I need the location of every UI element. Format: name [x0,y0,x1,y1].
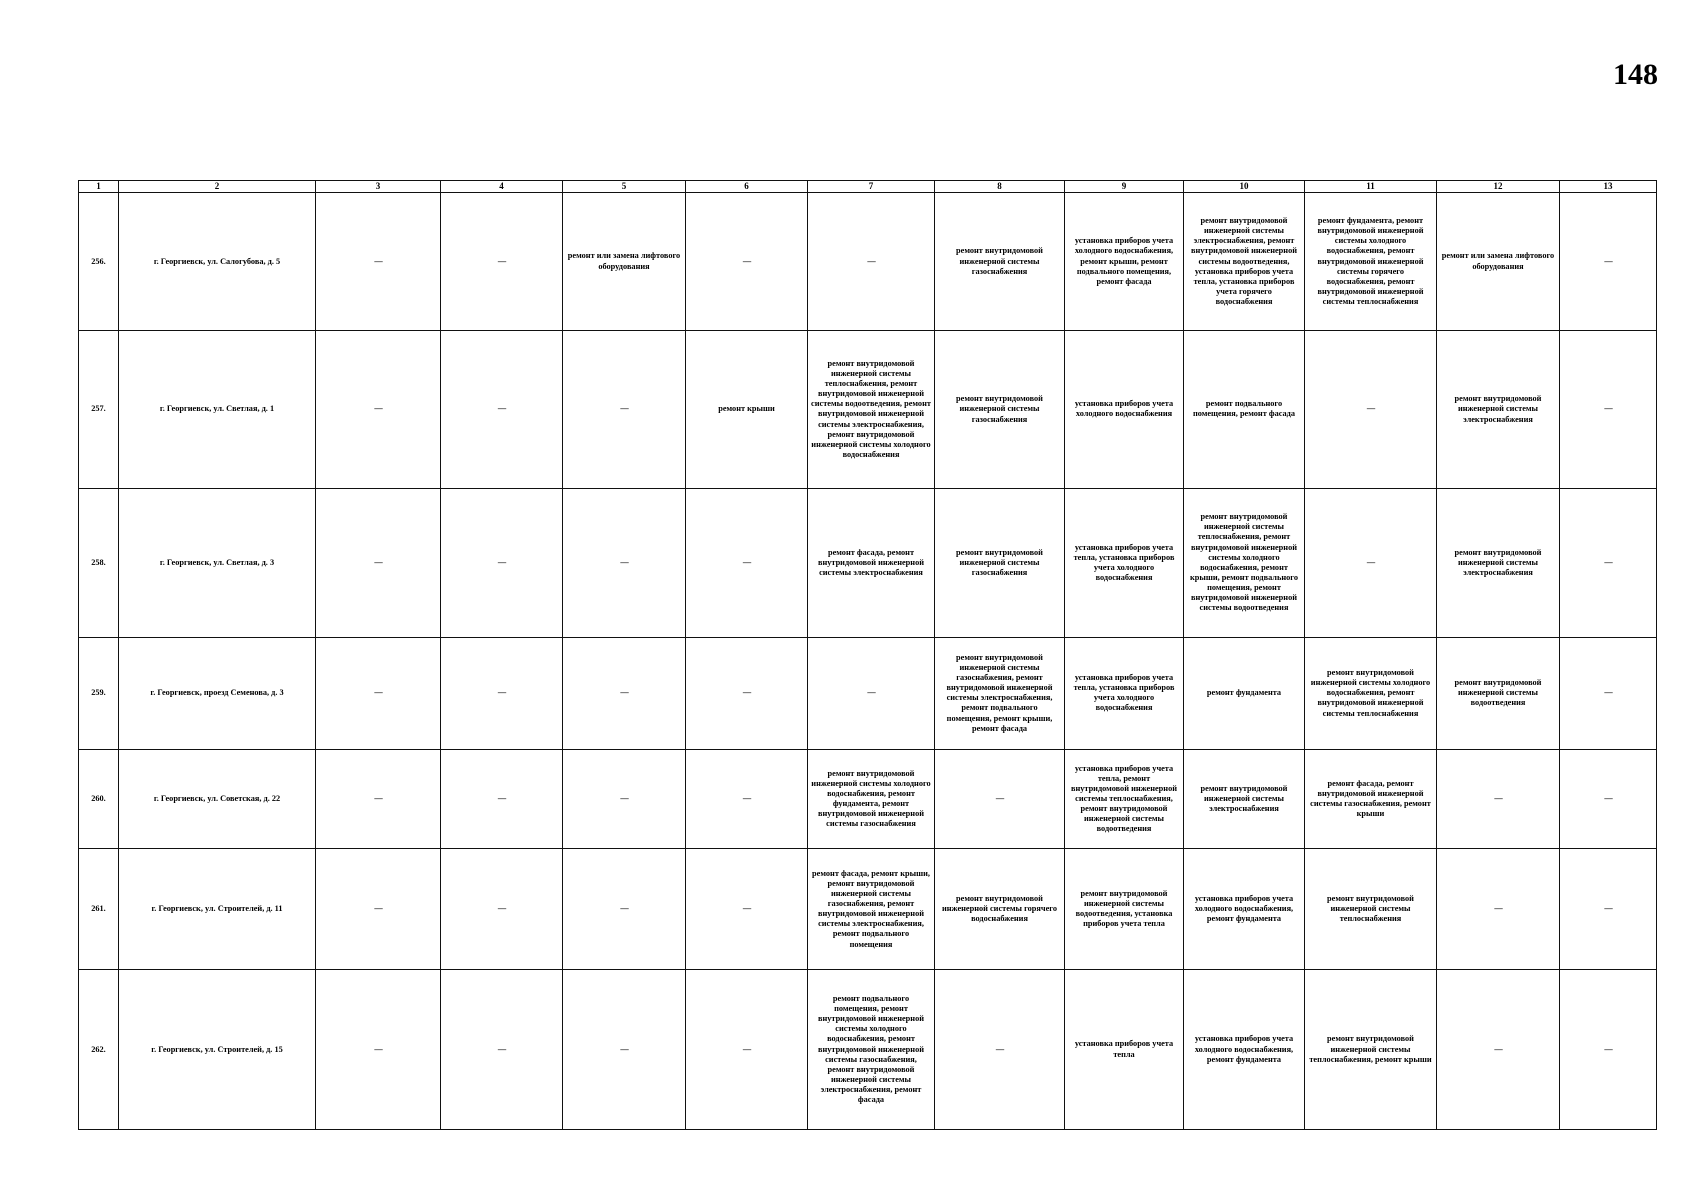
column-header: 5 [563,181,686,193]
table-row [79,488,1657,637]
column-header: 2 [119,181,316,193]
column-header: 8 [935,181,1065,193]
work-cell-c11: ремонт фасада, ремонт внутридомовой инженерной системы газоснабжения, ремонт крыши [1305,750,1437,849]
address-cell: г. Георгиевск, ул. Салогубова, д. 5 [119,193,316,331]
column-header: 9 [1065,181,1184,193]
column-number-row [79,181,1657,193]
address-cell: г. Георгиевск, ул. Светлая, д. 3 [119,488,316,637]
work-cell-c5: ремонт или замена лифтового оборудования [563,193,686,331]
work-cell-c4: — [441,488,563,637]
works-table [78,180,1657,1130]
work-cell-c6: — [686,750,808,849]
work-cell-c6: — [686,970,808,1130]
work-cell-c3: — [316,331,441,489]
work-cell-c3: — [316,488,441,637]
row-number-cell: 261. [79,849,119,970]
work-cell-c7: ремонт фасада, ремонт крыши, ремонт внутридомовой инженерной системы газоснабжения, ремонт внутридомовой инженерной системы электроснабжения, ремонт подвального помещения [808,849,935,970]
work-cell-c9: установка приборов учета холодного водоснабжения [1065,331,1184,489]
work-cell-c11: ремонт внутридомовой инженерной системы холодного водоснабжения, ремонт внутридомовой инженерной системы теплоснабжения [1305,637,1437,749]
work-cell-c12: — [1437,970,1560,1130]
table-body [79,193,1657,1130]
work-cell-c13: — [1560,193,1657,331]
work-cell-c7: ремонт внутридомовой инженерной системы теплоснабжения, ремонт внутридомовой инженерной системы водоотведения, ремонт внутридомовой инженерной системы электроснабжения, ремонт внутридомовой инженерной системы холодного водоснабжения [808,331,935,489]
work-cell-c4: — [441,849,563,970]
work-cell-c10: установка приборов учета холодного водоснабжения, ремонт фундамента [1184,970,1305,1130]
row-number-cell: 256. [79,193,119,331]
work-cell-c12: ремонт внутридомовой инженерной системы водоотведения [1437,637,1560,749]
table-row [79,849,1657,970]
work-cell-c9: установка приборов учета холодного водоснабжения, ремонт крыши, ремонт подвального помещения, ремонт фасада [1065,193,1184,331]
work-cell-c6: — [686,488,808,637]
row-number-cell: 260. [79,750,119,849]
work-cell-c6: — [686,193,808,331]
work-cell-c12: — [1437,750,1560,849]
column-header: 10 [1184,181,1305,193]
work-cell-c5: — [563,637,686,749]
work-cell-c9: установка приборов учета тепла, установка приборов учета холодного водоснабжения [1065,637,1184,749]
table-row [79,970,1657,1130]
work-cell-c5: — [563,849,686,970]
work-cell-c5: — [563,331,686,489]
address-cell: г. Георгиевск, ул. Строителей, д. 15 [119,970,316,1130]
work-cell-c12: ремонт внутридомовой инженерной системы электроснабжения [1437,488,1560,637]
address-cell: г. Георгиевск, проезд Семенова, д. 3 [119,637,316,749]
work-cell-c7: — [808,637,935,749]
work-cell-c10: установка приборов учета холодного водоснабжения, ремонт фундамента [1184,849,1305,970]
work-cell-c11: — [1305,488,1437,637]
work-cell-c10: ремонт фундамента [1184,637,1305,749]
work-cell-c3: — [316,849,441,970]
work-cell-c10: ремонт внутридомовой инженерной системы электроснабжения, ремонт внутридомовой инженерной системы водоотведения, установка приборов учета тепла, установка приборов учета горячего водоснабжения [1184,193,1305,331]
work-cell-c8: — [935,750,1065,849]
work-cell-c6: — [686,637,808,749]
work-cell-c12: ремонт или замена лифтового оборудования [1437,193,1560,331]
work-cell-c7: — [808,193,935,331]
work-cell-c4: — [441,637,563,749]
work-cell-c5: — [563,970,686,1130]
work-cell-c9: установка приборов учета тепла, ремонт внутридомовой инженерной системы теплоснабжения, ремонт внутридомовой инженерной системы водоотведения [1065,750,1184,849]
work-cell-c13: — [1560,849,1657,970]
row-number-cell: 262. [79,970,119,1130]
work-cell-c8: ремонт внутридомовой инженерной системы газоснабжения [935,331,1065,489]
table-row [79,637,1657,749]
address-cell: г. Георгиевск, ул. Строителей, д. 11 [119,849,316,970]
page-number: 148 [1613,58,1658,91]
work-cell-c3: — [316,970,441,1130]
work-cell-c4: — [441,750,563,849]
work-cell-c10: ремонт внутридомовой инженерной системы теплоснабжения, ремонт внутридомовой инженерной системы холодного водоснабжения, ремонт крыши, ремонт подвального помещения, ремонт внутридомовой инженерной системы водоотведения [1184,488,1305,637]
work-cell-c10: ремонт подвального помещения, ремонт фасада [1184,331,1305,489]
address-cell: г. Георгиевск, ул. Советская, д. 22 [119,750,316,849]
address-cell: г. Георгиевск, ул. Светлая, д. 1 [119,331,316,489]
work-cell-c3: — [316,193,441,331]
work-cell-c9: ремонт внутридомовой инженерной системы водоотведения, установка приборов учета тепла [1065,849,1184,970]
work-cell-c5: — [563,488,686,637]
column-header: 4 [441,181,563,193]
column-header: 1 [79,181,119,193]
work-cell-c6: — [686,849,808,970]
work-cell-c11: ремонт внутридомовой инженерной системы теплоснабжения [1305,849,1437,970]
work-cell-c7: ремонт внутридомовой инженерной системы холодного водоснабжения, ремонт фундамента, ремонт внутридомовой инженерной системы газоснабжения [808,750,935,849]
column-header: 7 [808,181,935,193]
work-cell-c7: ремонт подвального помещения, ремонт внутридомовой инженерной системы холодного водоснабжения, ремонт внутридомовой инженерной системы газоснабжения, ремонт внутридомовой инженерной системы электроснабжения, ремонт фасада [808,970,935,1130]
work-cell-c8: ремонт внутридомовой инженерной системы газоснабжения, ремонт внутридомовой инженерной системы электроснабжения, ремонт подвального помещения, ремонт крыши, ремонт фасада [935,637,1065,749]
work-cell-c13: — [1560,637,1657,749]
work-cell-c4: — [441,193,563,331]
column-header: 13 [1560,181,1657,193]
work-cell-c9: установка приборов учета тепла [1065,970,1184,1130]
work-cell-c8: ремонт внутридомовой инженерной системы горячего водоснабжения [935,849,1065,970]
table-row [79,331,1657,489]
work-cell-c13: — [1560,331,1657,489]
work-cell-c11: ремонт фундамента, ремонт внутридомовой инженерной системы холодного водоснабжения, ремонт внутридомовой инженерной системы горячего водоснабжения, ремонт внутридомовой инженерной системы теплоснабжения [1305,193,1437,331]
column-header: 6 [686,181,808,193]
row-number-cell: 258. [79,488,119,637]
table-row [79,193,1657,331]
row-number-cell: 257. [79,331,119,489]
column-header: 11 [1305,181,1437,193]
work-cell-c12: ремонт внутридомовой инженерной системы электроснабжения [1437,331,1560,489]
work-cell-c8: ремонт внутридомовой инженерной системы газоснабжения [935,488,1065,637]
work-cell-c11: ремонт внутридомовой инженерной системы теплоснабжения, ремонт крыши [1305,970,1437,1130]
work-cell-c7: ремонт фасада, ремонт внутридомовой инженерной системы электроснабжения [808,488,935,637]
column-header: 12 [1437,181,1560,193]
work-cell-c10: ремонт внутридомовой инженерной системы электроснабжения [1184,750,1305,849]
work-cell-c6: ремонт крыши [686,331,808,489]
work-cell-c9: установка приборов учета тепла, установка приборов учета холодного водоснабжения [1065,488,1184,637]
work-cell-c4: — [441,331,563,489]
work-cell-c12: — [1437,849,1560,970]
column-header: 3 [316,181,441,193]
work-cell-c13: — [1560,750,1657,849]
table-row [79,750,1657,849]
work-cell-c8: — [935,970,1065,1130]
work-cell-c8: ремонт внутридомовой инженерной системы газоснабжения [935,193,1065,331]
row-number-cell: 259. [79,637,119,749]
work-cell-c4: — [441,970,563,1130]
work-cell-c3: — [316,637,441,749]
work-cell-c13: — [1560,970,1657,1130]
work-cell-c3: — [316,750,441,849]
work-cell-c11: — [1305,331,1437,489]
work-cell-c13: — [1560,488,1657,637]
work-cell-c5: — [563,750,686,849]
